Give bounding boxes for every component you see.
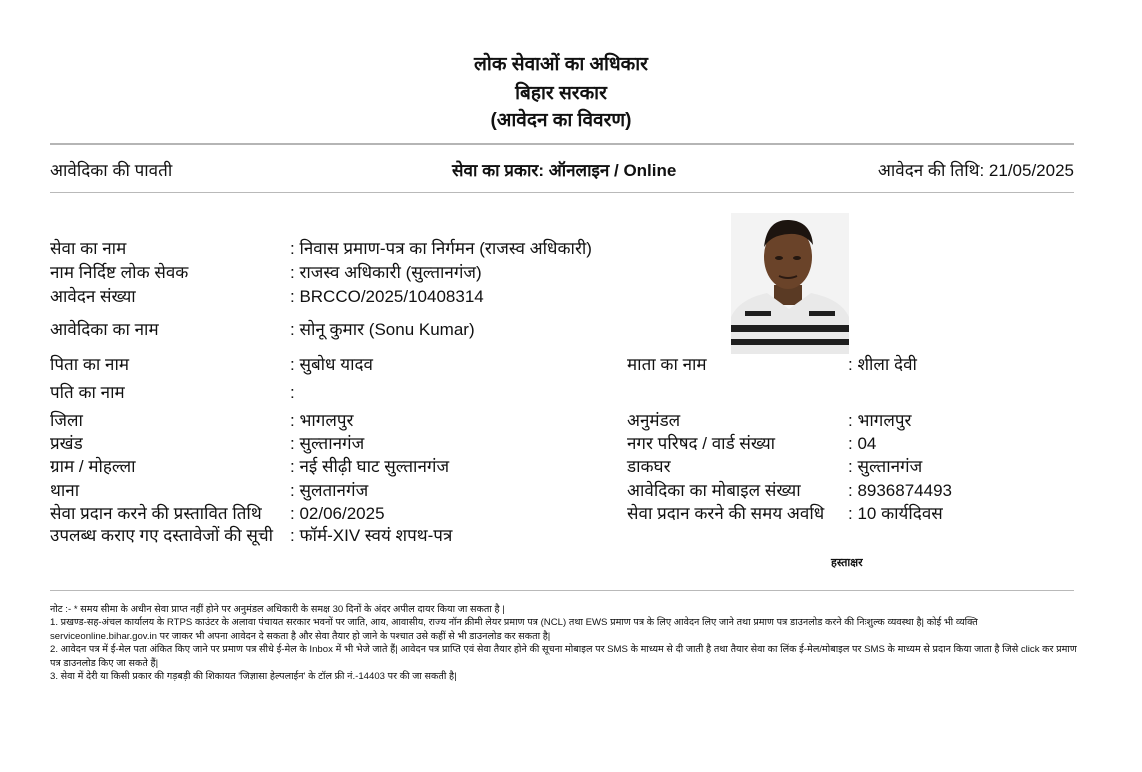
divider-middle — [50, 192, 1074, 193]
label-proposed-date: सेवा प्रदान करने की प्रस्तावित तिथि — [50, 504, 262, 523]
note-item: नोट :- * समय सीमा के अधीन सेवा प्राप्त नहीं होने पर अनुमंडल अधिकारी के समक्ष 30 दिनों के अंदर अपील दायर किया जा सकता है | — [50, 604, 505, 615]
value-subdivision: : भागलपुर — [848, 411, 912, 430]
label-mother-name: माता का नाम — [627, 355, 707, 374]
value-district: : भागलपुर — [290, 411, 354, 430]
divider-bottom — [50, 590, 1074, 591]
value-mobile: : 8936874493 — [848, 481, 952, 500]
value-husband-name: : — [290, 383, 295, 402]
value-applicant-name: : सोनू कुमार (Sonu Kumar) — [290, 320, 475, 339]
divider-top — [50, 143, 1074, 145]
service-type-label: सेवा का प्रकार: — [452, 161, 544, 180]
value-village: : नई सीढ़ी घाट सुल्तानगंज — [290, 457, 450, 476]
applicant-photo — [731, 213, 849, 354]
note-item: 1. प्रखण्ड-सह-अंचल कार्यालय के RTPS काउंटर के अलावा पंचायत सरकार भवनों पर जाति, आय, आवासीय, राज्य नॉन क्रीमी लेयर प्रमाण पत्र (NCL) तथा EWS प्रमाण पत्र के लिए आवेदन लिए जाने तथा प्रमाण पत्र डाउनलोड करने की निःशुल्क व्यवस्था है| कोई भी व्यक्ति serviceonline.bihar.gov.in पर जाकर भी अपना आवेदन दे सकता है और सेवा तैयार हो जाने के पश्चात उसे कहीं से भी डाउनलोड कर सकता है| — [50, 617, 978, 642]
service-type — [452, 158, 676, 181]
label-subdivision: अनुमंडल — [627, 411, 681, 430]
service-type-value: ऑनलाइन / Online — [548, 161, 677, 180]
value-designated-officer: : राजस्व अधिकारी (सुल्तानगंज) — [290, 263, 482, 282]
value-ward: : 04 — [848, 434, 877, 453]
label-husband-name: पति का नाम — [50, 383, 125, 402]
note-item: 3. सेवा में देरी या किसी प्रकार की गड़बड़ी की शिकायत 'जिज्ञासा हेल्पलाईन' के टॉल फ्री नं.-14403 पर की जा सकती है| — [50, 671, 457, 683]
value-post-office: : सुल्तानगंज — [848, 457, 923, 476]
label-village: ग्राम / मोहल्ला — [50, 457, 136, 476]
value-application-number: : BRCCO/2025/10408314 — [290, 287, 484, 306]
label-district: जिला — [50, 411, 83, 430]
label-block: प्रखंड — [50, 434, 83, 453]
application-date: आवेदन की तिथि: 21/05/2025 — [877, 161, 1074, 180]
label-documents: उपलब्ध कराए गए दस्तावेजों की सूची — [50, 526, 274, 545]
receipt-label: आवेदिका की पावती — [50, 161, 173, 180]
value-mother-name: : शीला देवी — [848, 355, 917, 374]
value-documents: : फॉर्म-XIV स्वयं शपथ-पत्र — [290, 526, 453, 545]
label-ward: नगर परिषद / वार्ड संख्या — [627, 434, 776, 453]
notes-section — [50, 603, 1080, 683]
label-mobile: आवेदिका का मोबाइल संख्या — [627, 481, 801, 500]
value-block: : सुल्तानगंज — [290, 434, 365, 453]
label-service-period: सेवा प्रदान करने की समय अवधि — [627, 504, 825, 523]
label-police-station: थाना — [50, 481, 80, 500]
value-service-name: : निवास प्रमाण-पत्र का निर्गमन (राजस्व अधिकारी) — [290, 239, 592, 258]
header-subtitle: (आवेदन का विवरण) — [490, 110, 632, 131]
value-service-period: : 10 कार्यदिवस — [848, 504, 943, 523]
note-item: 2. आवेदन पत्र में ई-मेल पता अंकित किए जाने पर प्रमाण पत्र सीधे ई-मेल के Inbox में भी भेजे जाते हैं| आवेदन पत्र प्राप्ति एवं सेवा तैयार होने की सूचना मोबाइल पर SMS के माध्यम से दी जाती है तथा तैयार सेवा का लिंक ई-मेल/मोबाइल पर SMS के माध्यम से प्रदान किया जाता है जिसे click कर प्रमाण पत्र डाउनलोड किए जा सकते हैं| — [50, 644, 1077, 669]
label-father-name: पिता का नाम — [50, 355, 130, 374]
label-applicant-name: आवेदिका का नाम — [50, 320, 159, 339]
signature-label: हस्ताक्षर — [831, 557, 863, 569]
header-title: लोक सेवाओं का अधिकार — [474, 54, 648, 75]
value-father-name: : सुबोध यादव — [290, 355, 373, 374]
value-police-station: : सुलतानगंज — [290, 481, 369, 500]
label-service-name: सेवा का नाम — [50, 239, 127, 258]
applicant-photo-image — [731, 213, 849, 354]
label-post-office: डाकघर — [627, 457, 671, 476]
label-designated-officer: नाम निर्दिष्ट लोक सेवक — [50, 263, 189, 282]
header-government: बिहार सरकार — [515, 83, 607, 104]
label-application-number: आवेदन संख्या — [50, 287, 136, 306]
value-proposed-date: : 02/06/2025 — [290, 504, 385, 523]
